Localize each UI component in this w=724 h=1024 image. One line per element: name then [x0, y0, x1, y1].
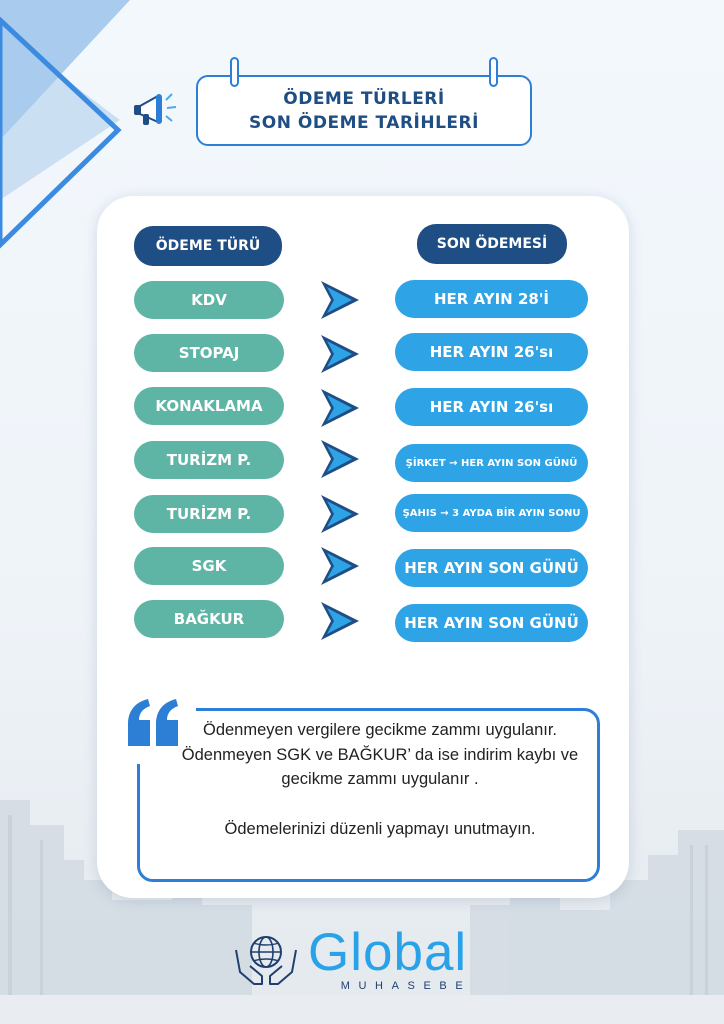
due-date-turizm-sahis: ŞAHIS → 3 AYDA BİR AYIN SONU: [395, 494, 588, 532]
arrow-right-icon: [319, 438, 361, 480]
pin-icon: [230, 57, 239, 87]
title-board: [196, 75, 532, 146]
payment-type-sgk: SGK: [134, 547, 284, 585]
payment-type-turizm-sirket: TURİZM P.: [134, 441, 284, 479]
note-line-3: Ödemelerinizi düzenli yapmayı unutmayın.: [224, 819, 536, 838]
arrow-right-icon: [319, 493, 361, 535]
arrow-right-icon: [319, 387, 361, 429]
arrow-right-icon: [319, 333, 361, 375]
title-line-1: ÖDEME TÜRLERİ: [283, 88, 445, 109]
pin-icon: [489, 57, 498, 87]
note-line-1: Ödenmeyen vergilere gecikme zammı uygulanır.: [203, 721, 557, 739]
note-text: [170, 718, 590, 841]
payment-type-kdv: KDV: [134, 281, 284, 319]
due-date-stopaj: HER AYIN 26'sı: [395, 333, 588, 371]
payment-type-bagkur: BAĞKUR: [134, 600, 284, 638]
header-due-date: SON ÖDEMESİ: [417, 224, 567, 264]
due-date-bagkur: HER AYIN SON GÜNÜ: [395, 604, 588, 642]
due-date-kdv: HER AYIN 28'İ: [395, 280, 588, 318]
due-date-sgk: HER AYIN SON GÜNÜ: [395, 549, 588, 587]
arrow-right-icon: [319, 279, 361, 321]
due-date-turizm-sirket: ŞİRKET → HER AYIN SON GÜNÜ: [395, 444, 588, 482]
brand-name: Global: [308, 923, 468, 982]
title-line-2: SON ÖDEME TARİHLERİ: [249, 112, 479, 133]
due-date-konaklama: HER AYIN 26'sı: [395, 388, 588, 426]
payment-type-konaklama: KONAKLAMA: [134, 387, 284, 425]
arrow-right-icon: [319, 545, 361, 587]
megaphone-icon: [132, 86, 182, 132]
brand-subtitle: MUHASEBE: [340, 980, 472, 992]
header-payment-type: ÖDEME TÜRÜ: [134, 226, 282, 266]
payment-type-turizm-sahis: TURİZM P.: [134, 495, 284, 533]
arrow-right-icon: [319, 600, 361, 642]
note-line-2: Ödenmeyen SGK ve BAĞKUR’ da ise indirim kaybı ve gecikme zammı uygulanır .: [181, 745, 579, 788]
payment-type-stopaj: STOPAJ: [134, 334, 284, 372]
globe-hands-logo-icon: [232, 930, 300, 990]
